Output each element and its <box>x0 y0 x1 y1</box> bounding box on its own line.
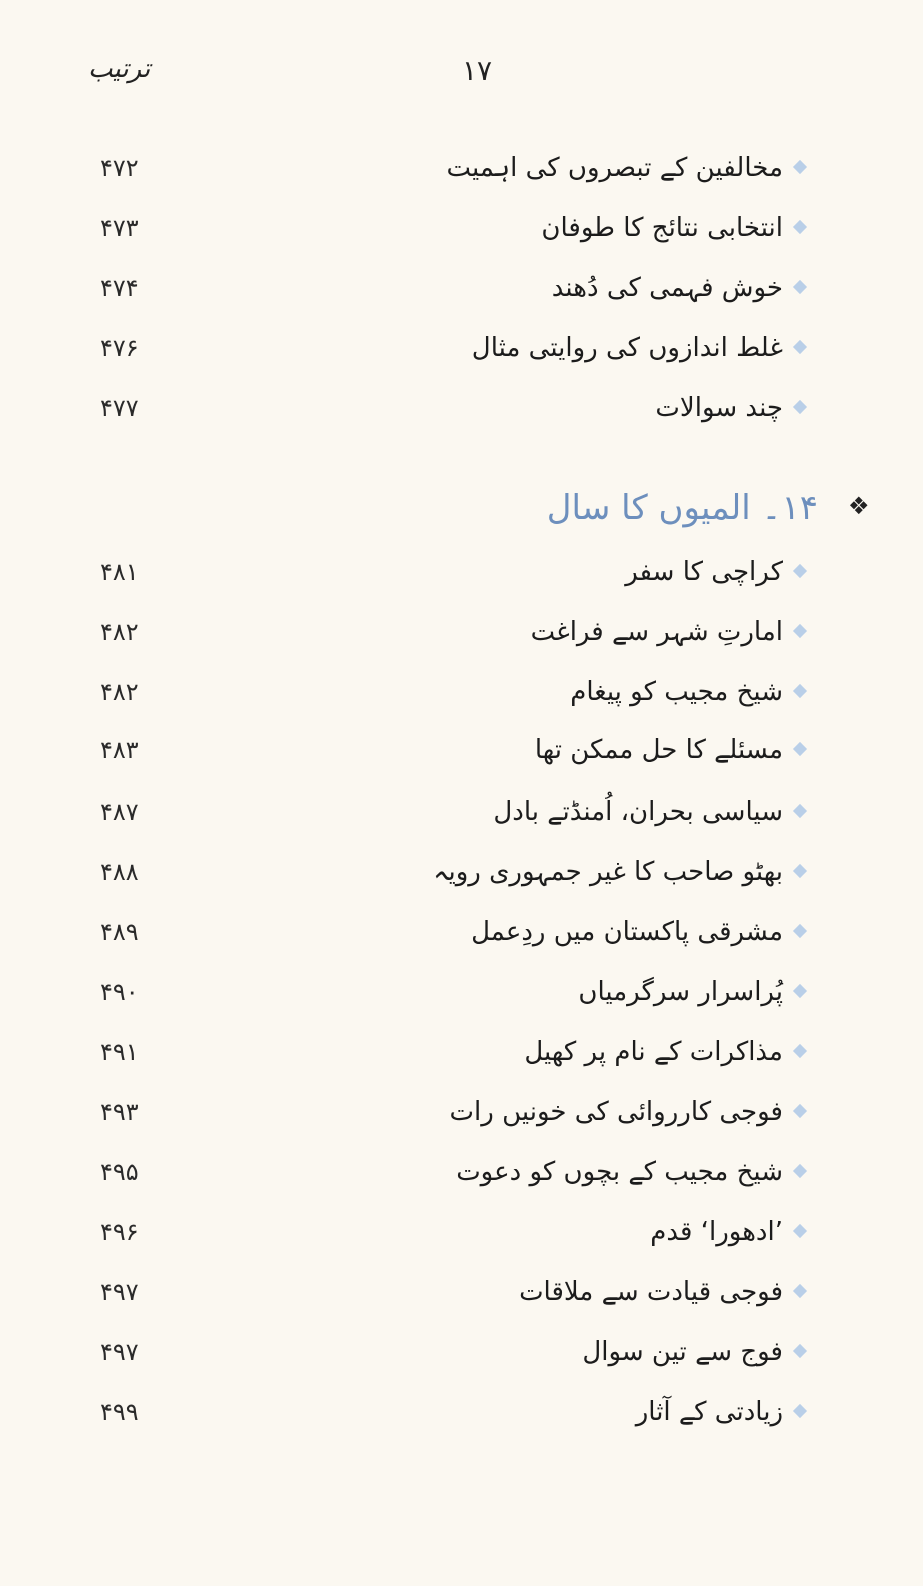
toc-entry[interactable] <box>0 552 923 592</box>
toc-entry-page: ۴۹۱ <box>100 1038 139 1066</box>
toc-entry[interactable] <box>0 1272 923 1312</box>
toc-entry[interactable] <box>0 612 923 652</box>
toc-entry-page: ۴۸۲ <box>100 678 139 706</box>
toc-entry-page: ۴۸۸ <box>100 858 139 886</box>
toc-entry-page: ۴۷۴ <box>100 274 139 302</box>
toc-entry-title: پُراسرار سرگرمیاں <box>578 977 783 1007</box>
toc-entry[interactable] <box>0 1032 923 1072</box>
toc-entry-page: ۴۹۷ <box>100 1278 139 1306</box>
diamond-bullet-icon <box>793 1164 807 1178</box>
toc-entry-title: غلط اندازوں کی روایتی مثال <box>471 333 783 363</box>
toc-entry-title: شیخ مجیب کو پیغام <box>570 677 783 707</box>
diamond-bullet-icon <box>793 684 807 698</box>
diamond-bullet-icon <box>793 624 807 638</box>
diamond-bullet-icon <box>793 160 807 174</box>
toc-entry-page: ۴۹۷ <box>100 1338 139 1366</box>
page-number: ۱۷ <box>462 54 493 87</box>
toc-entry-title: فوجی کارروائی کی خونیں رات <box>449 1097 783 1127</box>
toc-entry[interactable] <box>0 1392 923 1432</box>
toc-entry[interactable] <box>0 1212 923 1252</box>
toc-entry-title: مشرقی پاکستان میں ردِعمل <box>471 917 783 947</box>
diamond-bullet-icon <box>793 1344 807 1358</box>
toc-entry-page: ۴۹۶ <box>100 1218 139 1246</box>
toc-entry-title: انتخابی نتائج کا طوفان <box>541 213 783 243</box>
diamond-bullet-icon <box>793 984 807 998</box>
toc-entry-page: ۴۹۳ <box>100 1098 139 1126</box>
toc-entry-title: فوج سے تین سوال <box>582 1337 783 1367</box>
toc-entry[interactable] <box>0 672 923 712</box>
toc-entry[interactable] <box>0 792 923 832</box>
toc-entry-page: ۴۸۳ <box>100 736 139 764</box>
toc-entry[interactable] <box>0 972 923 1012</box>
diamond-bullet-icon <box>793 742 807 756</box>
four-diamond-marker-icon: ❖ <box>848 492 870 520</box>
toc-entry[interactable] <box>0 852 923 892</box>
toc-entry[interactable] <box>0 388 923 428</box>
diamond-bullet-icon <box>793 924 807 938</box>
diamond-bullet-icon <box>793 804 807 818</box>
toc-entry[interactable] <box>0 148 923 188</box>
toc-entry-page: ۴۹۰ <box>100 978 139 1006</box>
diamond-bullet-icon <box>793 280 807 294</box>
toc-entry[interactable] <box>0 1092 923 1132</box>
toc-entry[interactable] <box>0 208 923 248</box>
toc-entry-title: مسئلے کا حل ممکن تھا <box>534 735 783 765</box>
diamond-bullet-icon <box>793 400 807 414</box>
toc-entry-title: شیخ مجیب کے بچوں کو دعوت <box>456 1157 783 1187</box>
toc-entry-page: ۴۹۹ <box>100 1398 139 1426</box>
toc-entry-page: ۴۹۵ <box>100 1158 139 1186</box>
toc-entry[interactable] <box>0 730 923 770</box>
toc-entry-page: ۴۸۹ <box>100 918 139 946</box>
toc-entry-page: ۴۸۲ <box>100 618 139 646</box>
toc-entry-title: کراچی کا سفر <box>625 557 783 587</box>
toc-entry[interactable] <box>0 268 923 308</box>
toc-entry-title: فوجی قیادت سے ملاقات <box>519 1277 783 1307</box>
toc-entry-title: چند سوالات <box>655 393 783 423</box>
chapter-title: ۱۴۔ المیوں کا سال <box>546 488 818 528</box>
diamond-bullet-icon <box>793 340 807 354</box>
diamond-bullet-icon <box>793 864 807 878</box>
toc-entry[interactable] <box>0 1332 923 1372</box>
toc-entry-title: زیادتی کے آثار <box>635 1397 783 1427</box>
toc-entry-page: ۴۸۱ <box>100 558 139 586</box>
toc-entry-page: ۴۷۷ <box>100 394 139 422</box>
diamond-bullet-icon <box>793 1044 807 1058</box>
diamond-bullet-icon <box>793 220 807 234</box>
toc-entry-title: ’ادھورا‘ قدم <box>650 1217 783 1247</box>
running-head: ترتیب <box>88 54 151 84</box>
toc-entry-page: ۴۸۷ <box>100 798 139 826</box>
toc-entry[interactable] <box>0 1152 923 1192</box>
diamond-bullet-icon <box>793 1284 807 1298</box>
diamond-bullet-icon <box>793 564 807 578</box>
toc-entry-title: سیاسی بحران، اُمنڈتے بادل <box>493 797 783 827</box>
toc-entry-title: مخالفین کے تبصروں کی اہمیت <box>446 153 783 183</box>
toc-entry-page: ۴۷۲ <box>100 154 139 182</box>
toc-entry-page: ۴۷۳ <box>100 214 139 242</box>
diamond-bullet-icon <box>793 1224 807 1238</box>
toc-entry-title: مذاکرات کے نام پر کھیل <box>524 1037 783 1067</box>
diamond-bullet-icon <box>793 1404 807 1418</box>
toc-entry-page: ۴۷۶ <box>100 334 139 362</box>
toc-entry[interactable] <box>0 328 923 368</box>
toc-entry-title: خوش فہمی کی دُھند <box>551 273 783 303</box>
page-header <box>0 48 923 98</box>
toc-entry-title: بھٹو صاحب کا غیر جمہوری رویہ <box>433 857 783 887</box>
diamond-bullet-icon <box>793 1104 807 1118</box>
toc-entry[interactable] <box>0 912 923 952</box>
chapter-heading[interactable] <box>0 480 923 540</box>
toc-entry-title: امارتِ شہر سے فراغت <box>530 617 783 647</box>
